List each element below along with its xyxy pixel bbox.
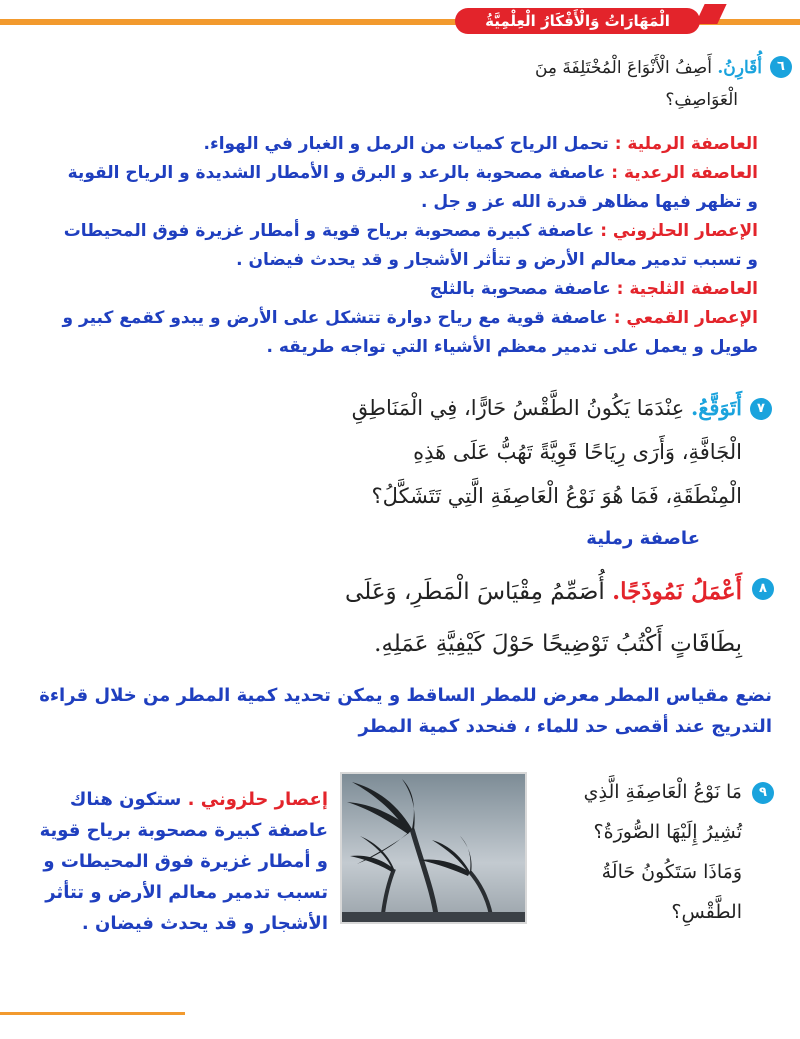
answer-6-item-sandstorm — [58, 130, 758, 159]
definition: عاصفة كبيرة مصحوبة برياح قوية و أمطار غزيرة فوق المحيطات و تسبب تدمير معالم الأرض و تتأثر الأشجار و قد يحدث فيضان . — [63, 221, 758, 270]
question-7 — [262, 386, 742, 518]
q9-line-4: الطَّقْسِ؟ — [671, 901, 742, 923]
answer-9-term: إعصار حلزوني . — [187, 789, 328, 810]
q7-line-1 — [262, 386, 742, 430]
q6-keyword: أُقَارِنُ. — [717, 58, 762, 78]
definition: عاصفة مصحوبة بالثلج — [429, 279, 617, 299]
question-9 — [527, 772, 742, 932]
q8-line-2: بِطَاقَاتٍ أَكْتُبُ تَوْضِيحًا حَوْلَ كَيْفِيَّةِ عَمَلِهِ. — [374, 631, 742, 657]
question-6-line2: الْعَوَاصِفِ؟ — [665, 90, 738, 110]
footer-rule — [0, 1012, 185, 1015]
answer-6-item-hurricane — [58, 217, 758, 275]
q8-line-1 — [182, 566, 742, 618]
answer-6-item-thunderstorm — [58, 159, 758, 217]
palm-trees-storm-illustration — [342, 774, 525, 922]
q7-keyword: أَتَوَقَّعُ. — [690, 395, 742, 420]
answer-6-item-snowstorm — [58, 275, 758, 304]
definition: تحمل الرياح كميات من الرمل و الغبار في الهواء. — [203, 134, 615, 154]
q9-line-2: تُشِيرُ إِلَيْهَا الصُّورَةُ؟ — [593, 821, 742, 843]
q7-line-2: الْجَافَّةِ، وَأَرَى رِيَاحًا قَوِيَّةً تَهُبُّ عَلَى هَذِهِ — [413, 440, 742, 464]
q7-text-1: عِنْدَمَا يَكُونُ الطَّقْسُ حَارًّا، فِي الْمَنَاطِقِ — [351, 396, 691, 420]
answer-8: نضع مقياس المطر معرض للمطر الساقط و يمكن تحديد كمية المطر من خلال قراءة التدريج عند أقصى حد للماء ، فنحدد كمية المطر — [39, 685, 772, 737]
q9-line-1: مَا نَوْعُ الْعَاصِفَةِ الَّذِي — [583, 781, 742, 803]
q8-text-1: أُصَمِّمُ مِقْيَاسَ الْمَطَرِ، وَعَلَى — [345, 579, 613, 605]
section-title: الْمَهَارَاتُ وَالْأَفْكَارُ الْعِلْمِيَّةُ — [455, 8, 700, 34]
q8-keyword: أَعْمَلُ نَمُوذَجًا. — [612, 578, 742, 605]
answer-7: عاصفة رملية — [586, 528, 700, 549]
question-number-8: ٨ — [752, 578, 774, 600]
term: الإعصار الحلزوني : — [600, 221, 758, 241]
term: الإعصار القمعي : — [613, 308, 758, 328]
question-number-6: ٦ — [770, 56, 792, 78]
answer-6-item-tornado — [58, 304, 758, 362]
term: العاصفة الثلجية : — [616, 279, 758, 299]
answer-9-definition: ستكون هناك عاصفة كبيرة مصحوبة برياح قوية و أمطار غزيرة فوق المحيطات و تسبب تدمير معالم الأرض و تتأثر الأشجار و قد يحدث فيضان . — [39, 789, 328, 934]
q7-line-3: الْمِنْطَقَةِ، فَمَا هُوَ نَوْعُ الْعَاصِفَةِ الَّتِي تَتَشَكَّلُ؟ — [371, 484, 742, 508]
question-8 — [182, 566, 742, 670]
definition: عاصفة مصحوبة بالرعد و البرق و الأمطار الشديدة و الرياح القوية و تظهر فيها مظاهر قدرة الله عز و جل . — [67, 163, 758, 212]
question-number-7: ٧ — [750, 398, 772, 420]
term: العاصفة الرعدية : — [611, 163, 758, 183]
answer-6-block — [58, 130, 758, 362]
question-number-9: ٩ — [752, 782, 774, 804]
q6-text: أَصِفُ الْأَنْوَاعَ الْمُخْتَلِفَةَ مِنَ — [534, 58, 718, 78]
term: العاصفة الرملية : — [614, 134, 758, 154]
definition: عاصفة قوية مع رياح دوارة تتشكل على الأرض و يبدو كقمع كبير و طويل و يعمل على تدمير معظم الأشياء التي تواجه طريقه . — [62, 308, 758, 357]
q9-line-3: وَمَاذَا سَتَكُونُ حَالَةُ — [601, 861, 742, 883]
question-6 — [342, 52, 762, 84]
answer-9 — [38, 784, 328, 939]
storm-photo — [340, 772, 527, 924]
